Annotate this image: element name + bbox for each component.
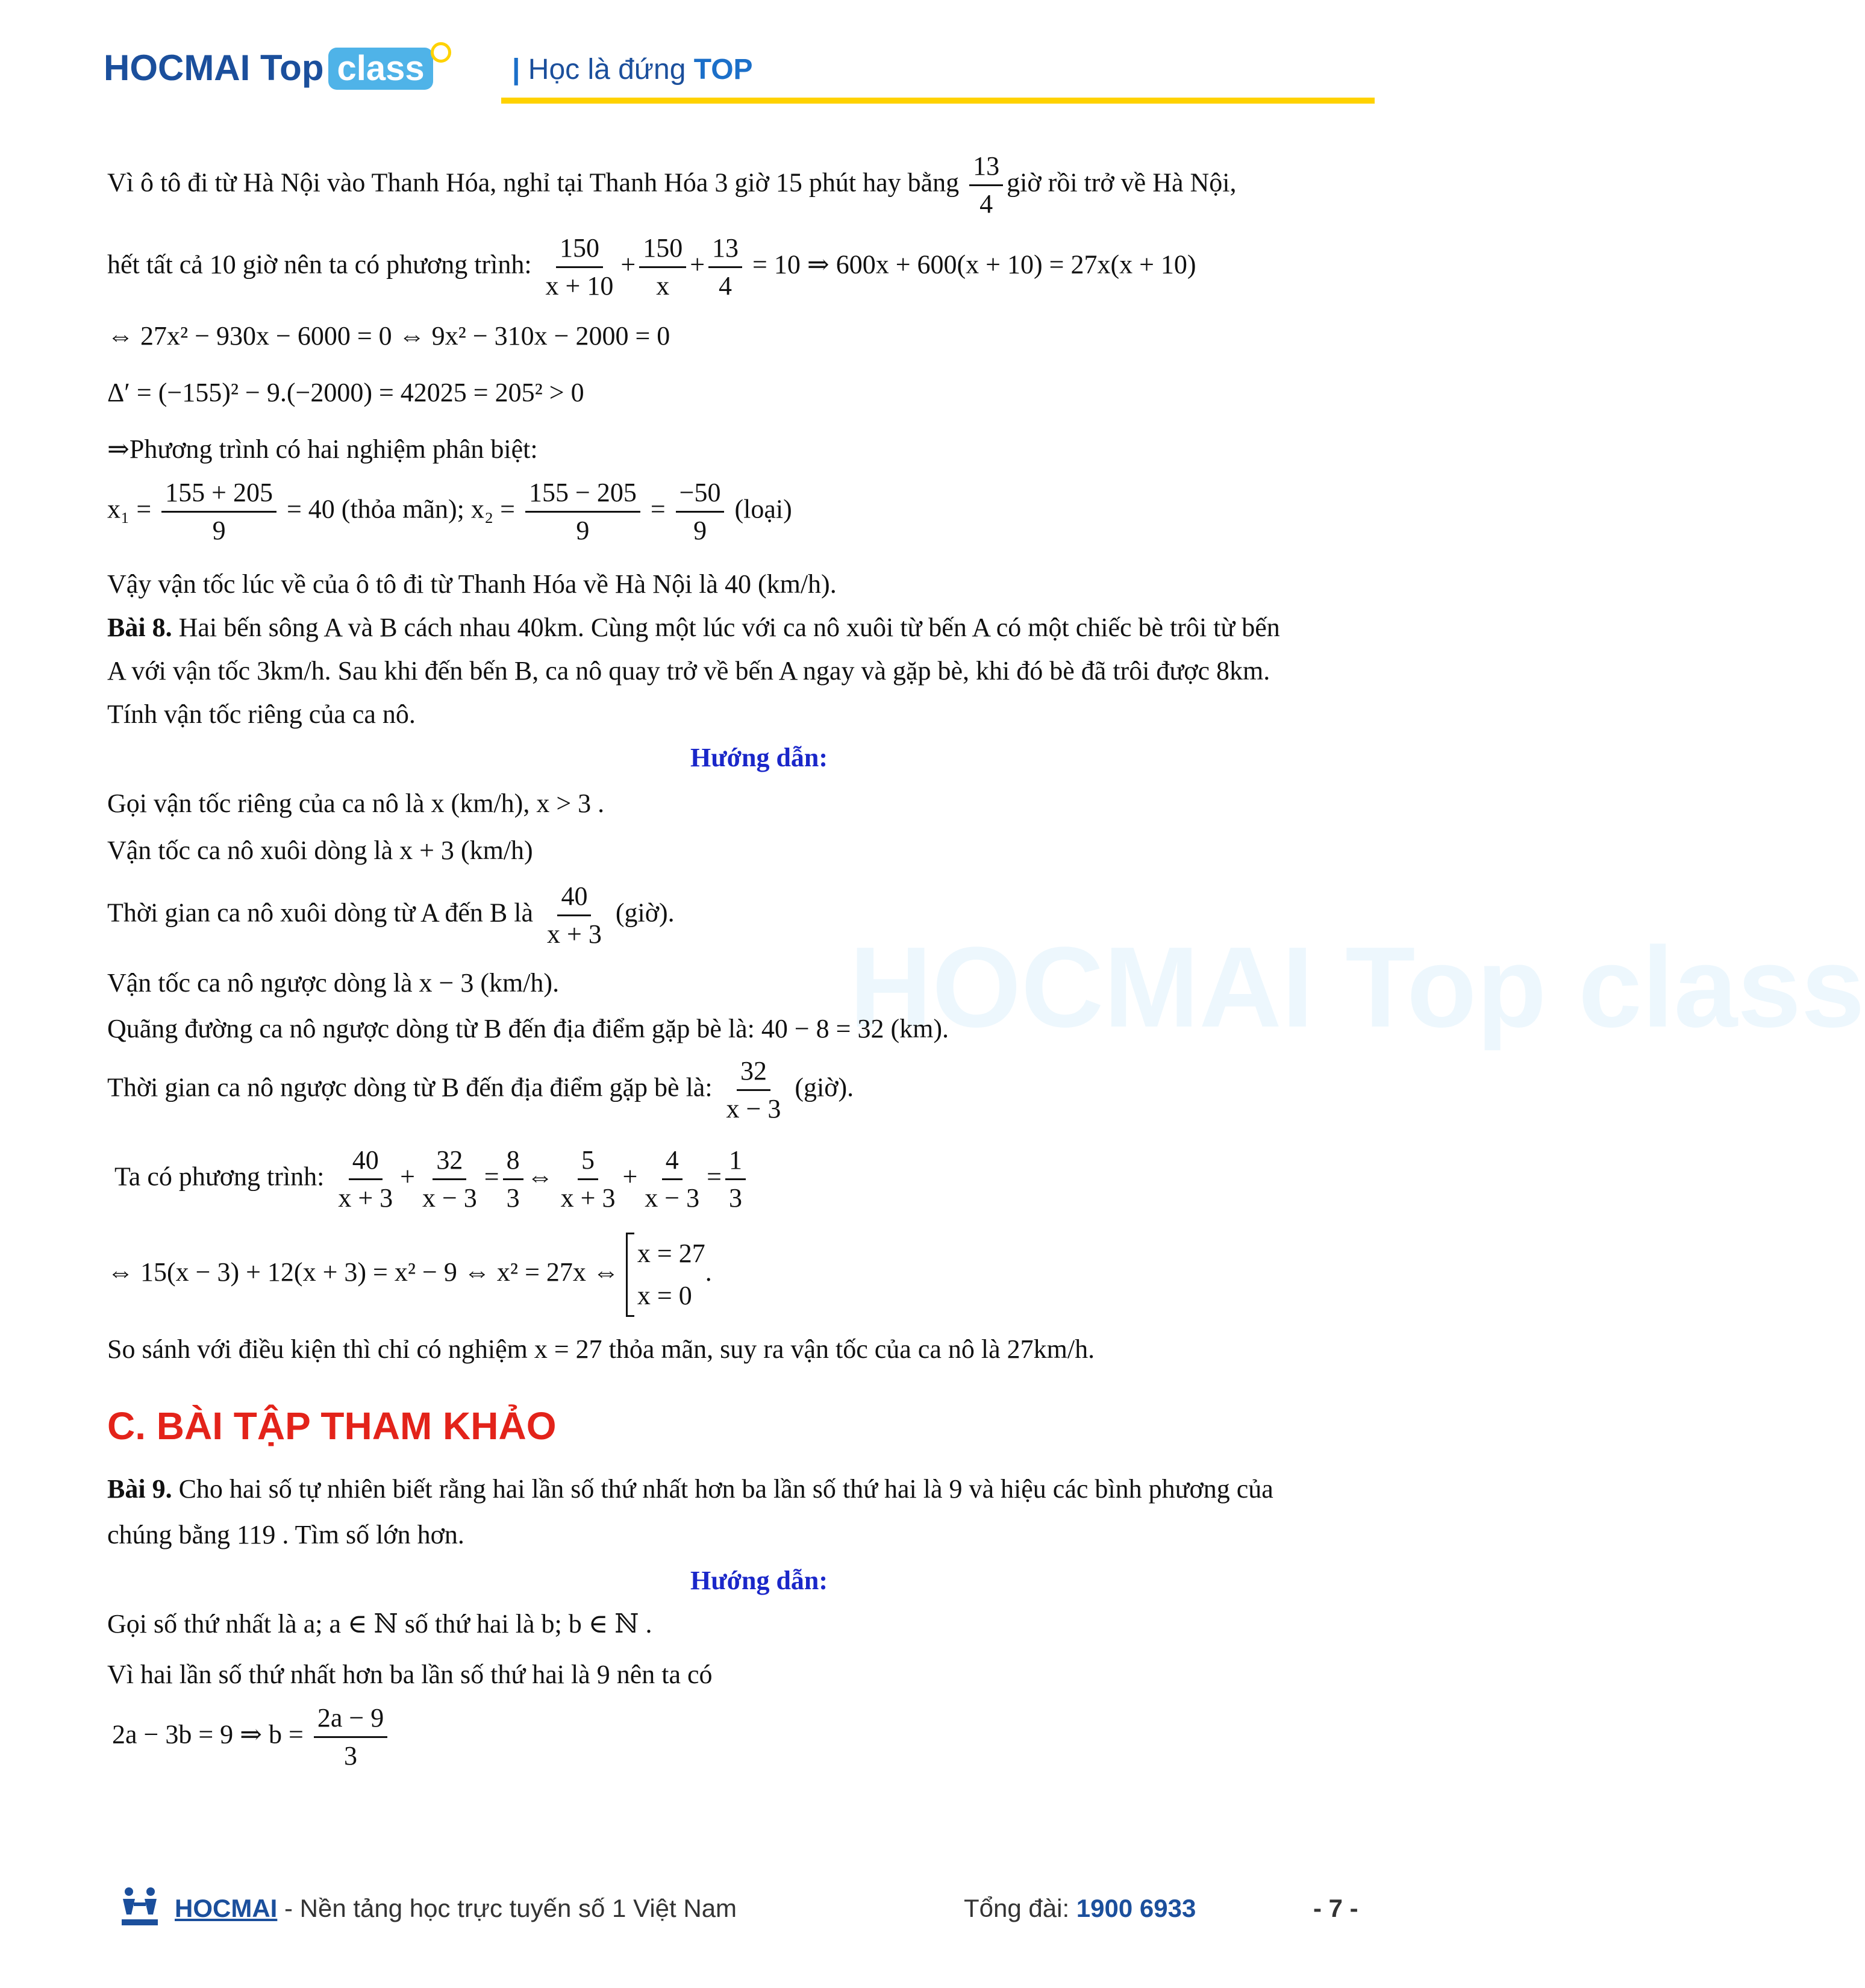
guide-heading-2: Hướng dẫn: xyxy=(690,1566,828,1595)
frac-num: 150 xyxy=(556,230,603,268)
solution-8-line-6 xyxy=(107,1053,854,1127)
solution-8-line-3 xyxy=(107,878,675,952)
problem-9-label: Bài 9. xyxy=(107,1474,172,1504)
line-7: Vậy vận tốc lúc về của ô tô đi từ Thanh Hóa về Hà Nội là 40 (km/h). xyxy=(107,569,837,599)
frac-den: x + 3 xyxy=(547,919,602,949)
frac-den: 3 xyxy=(506,1183,520,1213)
frac-den: x + 3 xyxy=(560,1183,616,1213)
frac-den: 3 xyxy=(728,1183,742,1213)
line-2-text: hết tất cả 10 giờ nên ta có phương trình: xyxy=(107,249,532,280)
fraction xyxy=(641,1142,703,1216)
equals: = xyxy=(650,494,666,524)
fraction xyxy=(503,1142,523,1216)
frac-num: 1 xyxy=(725,1142,746,1180)
fraction xyxy=(676,475,725,549)
frac-num: 5 xyxy=(578,1142,598,1180)
fraction xyxy=(314,1700,387,1774)
logo-top-text: Top xyxy=(260,48,324,88)
tagline-top: TOP xyxy=(693,54,753,86)
watermark-hocmai: HOCMAI xyxy=(849,924,1314,1051)
hocmai-people-icon xyxy=(120,1886,159,1928)
problem-8-line-3: Tính vận tốc riêng của ca nô. xyxy=(107,699,416,729)
hotline-label: Tổng đài: xyxy=(964,1894,1070,1922)
fraction xyxy=(543,878,605,952)
frac-den: x − 3 xyxy=(422,1183,477,1213)
solution-8-line-3-text: Thời gian ca nô xuôi dòng từ A đến B là xyxy=(107,898,534,928)
frac-den: 9 xyxy=(576,516,590,545)
solution-8-line-2: Vận tốc ca nô xuôi dòng là x + 3 (km/h) xyxy=(107,836,533,865)
frac-num: 32 xyxy=(737,1053,770,1091)
problem-9-text-1: Cho hai số tự nhiên biết rằng hai lần số thứ nhất hơn ba lần số thứ hai là 9 và hiệu các bình phương của xyxy=(178,1474,1273,1504)
frac-den: x − 3 xyxy=(645,1183,700,1213)
logo-hocmai-text: HOCMAI xyxy=(104,48,251,88)
frac-num: 150 xyxy=(639,230,686,268)
guide-heading-1: Hướng dẫn: xyxy=(690,743,828,772)
solution-9-line-3-text: 2a − 3b = 9 ⇒ b = xyxy=(112,1719,304,1749)
frac-den: x + 3 xyxy=(338,1183,393,1213)
footer-left xyxy=(175,1894,737,1923)
line-1-end: giờ rồi trở về Hà Nội, xyxy=(1007,167,1237,198)
solution-8-line-1: Gọi vận tốc riêng của ca nô là x (km/h), x > 3 . xyxy=(107,789,605,818)
problem-8-line-1 xyxy=(107,611,1280,645)
fraction xyxy=(639,230,686,304)
problem-9-line-1 xyxy=(107,1472,1273,1506)
page-number: - 7 - xyxy=(1313,1894,1358,1922)
line-2: hết tất cả 10 giờ nên ta có phương trình: $\frac{150}{x + 10}$ + $\frac{150}{x}$ + $\frac{13}{4}$ = 10 ⇒ 600x + 600(x + 10) = 27x(x + 10) xyxy=(107,230,1196,304)
frac-den: x − 3 xyxy=(726,1094,781,1124)
frac-num: 2a − 9 xyxy=(314,1700,387,1738)
header-divider xyxy=(501,98,1375,104)
hotline-number: 1900 6933 xyxy=(1076,1894,1196,1922)
frac-den: x + 10 xyxy=(545,271,614,301)
line-2-equation: = 10 ⇒ 600x + 600(x + 10) = 27x(x + 10) xyxy=(752,249,1196,280)
frac-den: 9 xyxy=(693,516,707,545)
frac-num: 40 xyxy=(557,878,591,916)
fraction xyxy=(419,1142,481,1216)
frac-num: −50 xyxy=(676,475,725,513)
frac-den: 4 xyxy=(979,189,993,219)
solution-bracket xyxy=(626,1233,705,1317)
line-6 xyxy=(107,475,792,549)
fraction xyxy=(723,1053,785,1127)
line-1-text: Vì ô tô đi từ Hà Nội vào Thanh Hóa, nghỉ tại Thanh Hóa 3 giờ 15 phút hay bằng xyxy=(107,167,960,198)
root-2: x = 0 xyxy=(637,1281,692,1310)
frac-den: x xyxy=(656,271,670,301)
watermark-class: class xyxy=(1578,924,1865,1051)
solution-8-line-4: Vận tốc ca nô ngược dòng là x − 3 (km/h). xyxy=(107,968,560,998)
section-c-title: C. BÀI TẬP THAM KHẢO xyxy=(107,1404,557,1448)
frac-den: 3 xyxy=(344,1741,358,1771)
logo-class-badge: class xyxy=(328,48,433,90)
solution-8-line-8: ⇔ 15(x − 3) + 12(x + 3) = x² − 9 ⇔ x² = 27x ⇔ x = 27 x = 0 . xyxy=(107,1233,712,1317)
problem-8-text-1: Hai bến sông A và B cách nhau 40km. Cùng một lúc với ca nô xuôi từ bến A có một chiếc bè trôi từ bến xyxy=(178,613,1280,642)
unit: (giờ). xyxy=(795,1072,854,1102)
line-1 xyxy=(107,148,1237,222)
problem-9-line-2: chúng bằng 119 . Tìm số lớn hơn. xyxy=(107,1520,464,1549)
watermark-top: Top xyxy=(1345,924,1547,1051)
solution-8-conclusion: So sánh với điều kiện thì chỉ có nghiệm x = 27 thỏa mãn, suy ra vận tốc của ca nô là 27km/h. xyxy=(107,1334,1095,1364)
solution-9-line-1: Gọi số thứ nhất là a; a ∈ ℕ số thứ hai là b; b ∈ ℕ . xyxy=(107,1609,652,1639)
fraction xyxy=(334,1142,396,1216)
fraction xyxy=(161,475,276,549)
line-4: Δ′ = (−155)² − 9.(−2000) = 42025 = 205² > 0 xyxy=(107,378,584,407)
footer-description: - Nền tảng học trực tuyến số 1 Việt Nam xyxy=(277,1894,737,1922)
sun-icon xyxy=(431,42,451,63)
root-1: x = 27 xyxy=(637,1239,705,1268)
frac-den: 9 xyxy=(212,516,226,545)
solution-8-line-5: Quãng đường ca nô ngược dòng từ B đến địa điểm gặp bè là: 40 − 8 = 32 (km). xyxy=(107,1014,949,1043)
fraction xyxy=(708,230,742,304)
watermark xyxy=(849,922,1865,1053)
footer-hotline xyxy=(964,1894,1196,1923)
frac-num: 8 xyxy=(503,1142,523,1180)
frac-num: 155 − 205 xyxy=(525,475,640,513)
solution-9-line-2: Vì hai lần số thứ nhất hơn ba lần số thứ hai là 9 nên ta có xyxy=(107,1660,713,1689)
problem-8-label: Bài 8. xyxy=(107,613,172,642)
frac-num: 4 xyxy=(662,1142,683,1180)
frac-den: 4 xyxy=(719,271,733,301)
frac-num: 13 xyxy=(708,230,742,268)
frac-num: 32 xyxy=(433,1142,466,1180)
problem-8-line-2: A với vận tốc 3km/h. Sau khi đến bến B, ca nô quay trở về bến A ngay và gặp bè, khi đó bè đã trôi được 8km. xyxy=(107,656,1270,686)
frac-num: 40 xyxy=(349,1142,383,1180)
solution-8-line-8-text: ⇔ 15(x − 3) + 12(x + 3) = x² − 9 ⇔ x² = 27x ⇔ xyxy=(107,1257,619,1287)
solution-8-line-6-text: Thời gian ca nô ngược dòng từ B đến địa điểm gặp bè là: xyxy=(107,1072,713,1102)
footer-brand-link[interactable]: HOCMAI xyxy=(175,1894,278,1922)
line-6-end: (loại) xyxy=(734,494,792,524)
fraction xyxy=(725,1142,746,1216)
line-6-mid: = 40 (thỏa mãn); x₂ = xyxy=(286,494,515,524)
line-3: ⇔ 27x² − 930x − 6000 = 0 ⇔ 9x² − 310x − 2000 = 0 xyxy=(107,321,670,351)
fraction xyxy=(542,230,617,304)
tagline: | Học là đứng TOP xyxy=(512,54,753,86)
x1-label: x₁ = xyxy=(107,494,152,524)
fraction-13-4 xyxy=(969,148,1003,222)
solution-9-line-3 xyxy=(112,1700,391,1774)
solution-8-line-7: Ta có phương trình: $\frac{40}{x + 3}$ + $\frac{32}{x - 3}$ = $\frac{8}{3}$ ⇔ $\frac{5}{x + 3}$ + $\frac{4}{x - 3}$ = $\frac{1}{3}$ xyxy=(114,1142,749,1216)
line-5: ⇒Phương trình có hai nghiệm phân biệt: xyxy=(107,434,538,464)
frac-num: 155 + 205 xyxy=(161,475,276,513)
unit: (giờ). xyxy=(615,898,675,928)
tagline-text: Học là đứng xyxy=(528,54,686,86)
hocmai-topclass-logo xyxy=(104,47,433,90)
solution-8-line-7-text: Ta có phương trình: xyxy=(114,1161,325,1192)
frac-num: 13 xyxy=(969,148,1003,186)
fraction xyxy=(525,475,640,549)
fraction xyxy=(557,1142,619,1216)
